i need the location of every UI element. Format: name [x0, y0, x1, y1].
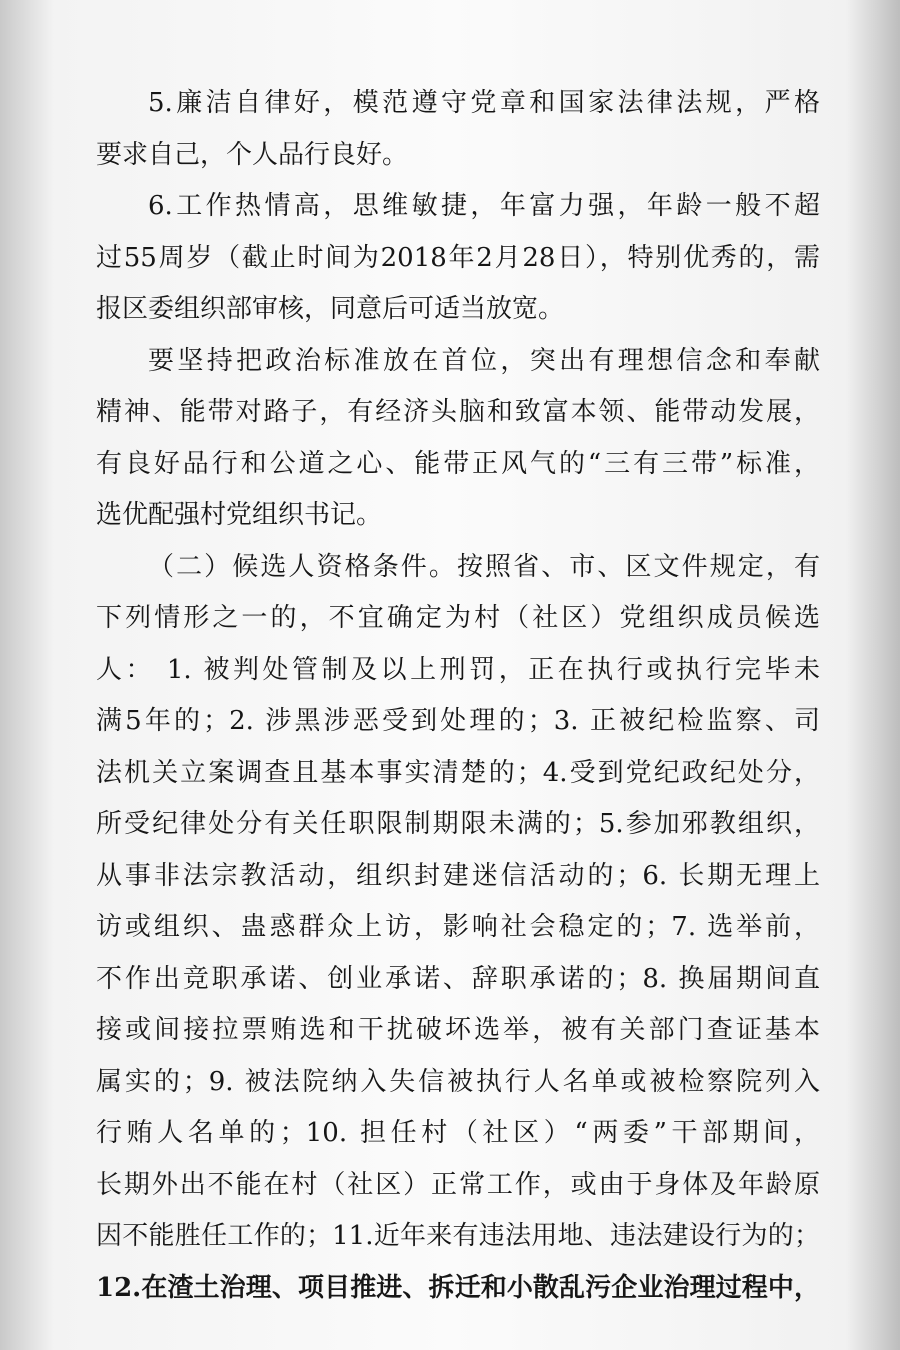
text-line: 6.工作热情高，思维敏捷，年富力强，年龄一般不超 [148, 191, 820, 221]
text-line: 报区委组织部审核，同意后可适当放宽。 [96, 294, 565, 324]
text-line: 要求自己，个人品行良好。 [96, 139, 409, 170]
text-line: 行贿人名单的；10. 担任村（社区）“两委”干部期间， [96, 1118, 820, 1148]
text-line: 下列情形之一的，不宜确定为村（社区）党组织成员候选 [96, 603, 820, 633]
text-line: 5.廉洁自律好，模范遵守党章和国家法律法规，严格 [148, 88, 820, 118]
text-line: 访或组织、蛊惑群众上访，影响社会稳定的；7. 选举前， [96, 912, 820, 942]
text-line: 不作出竞职承诺、创业承诺、辞职承诺的；8. 换届期间直 [96, 963, 820, 994]
text-line: 接或间接拉票贿选和干扰破坏选举，被有关部门查证基本 [96, 1015, 820, 1045]
text-line: 精神、能带对路子，有经济头脑和致富本领、能带动发展， [96, 397, 820, 427]
text-line: （二）候选人资格条件。按照省、市、区文件规定，有 [148, 551, 820, 582]
text-line: 选优配强村党组织书记。 [96, 500, 383, 530]
text-line: 过55周岁（截止时间为2018年2月28日），特别优秀的，需 [96, 242, 820, 273]
text-line: 12.在渣土治理、项目推进、拆迁和小散乱污企业治理过程中， [96, 1272, 820, 1303]
document-body [96, 78, 820, 1314]
text-line: 人： 1. 被判处管制及以上刑罚，正在执行或执行完毕未 [96, 654, 820, 685]
text-line: 属实的；9. 被法院纳入失信被执行人名单或被检察院列入 [96, 1066, 820, 1097]
text-line: 有良好品行和公道之心、能带正风气的“三有三带”标准， [96, 448, 820, 479]
text-line: 满5年的；2. 涉黑涉恶受到处理的；3. 正被纪检监察、司 [96, 706, 820, 736]
text-line: 法机关立案调查且基本事实清楚的；4.受到党纪政纪处分， [96, 757, 820, 788]
text-line: 所受纪律处分有关任职限制期限未满的；5.参加邪教组织， [96, 809, 820, 839]
text-line: 从事非法宗教活动，组织封建迷信活动的；6. 长期无理上 [96, 860, 820, 891]
text-line: 因不能胜任工作的；11.近年来有违法用地、违法建设行为的； [96, 1221, 820, 1251]
text-line: 长期外出不能在村（社区）正常工作，或由于身体及年龄原 [96, 1169, 820, 1200]
text-line: 要坚持把政治标准放在首位，突出有理想信念和奉献 [148, 345, 820, 376]
